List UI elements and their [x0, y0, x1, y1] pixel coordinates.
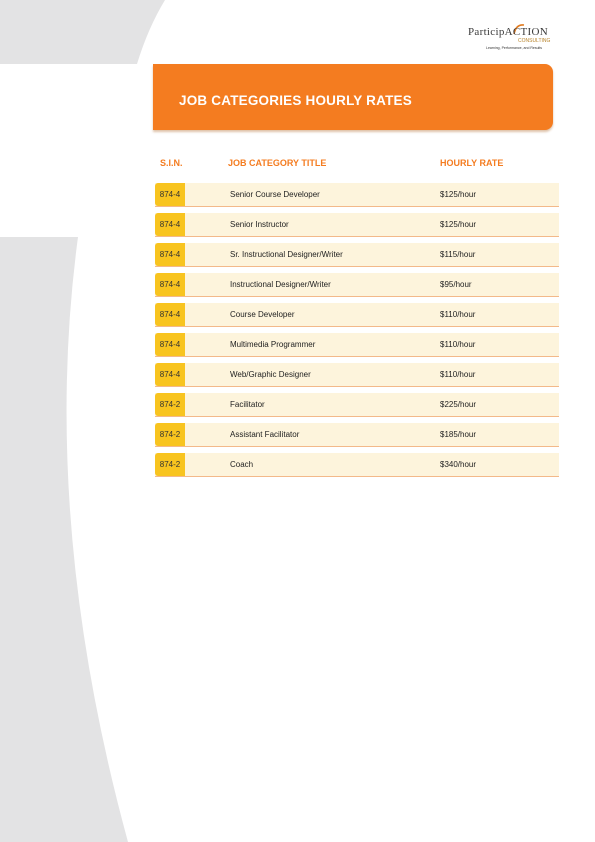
table-row — [155, 393, 559, 417]
logo-subtitle: CONSULTING — [518, 38, 551, 44]
rate-cell: $110/hour — [440, 370, 476, 379]
rate-cell: $110/hour — [440, 340, 476, 349]
rate-cell: $125/hour — [440, 190, 477, 199]
job-title-cell: Senior Instructor — [230, 220, 289, 229]
sin-cell: 874-4 — [155, 213, 185, 236]
job-title-cell: Assistant Facilitator — [230, 430, 300, 439]
sin-cell: 874-2 — [155, 423, 185, 446]
job-title-cell: Senior Course Developer — [230, 190, 320, 199]
sin-cell: 874-4 — [155, 243, 185, 266]
rate-cell: $125/hour — [440, 220, 477, 229]
sin-cell: 874-4 — [155, 303, 185, 326]
job-title-cell: Coach — [230, 460, 254, 469]
job-title-cell: Course Developer — [230, 310, 295, 319]
job-title-cell: Instructional Designer/Writer — [230, 280, 331, 289]
job-title-cell: Web/Graphic Designer — [230, 370, 311, 379]
rate-cell: $185/hour — [440, 430, 477, 439]
job-title-cell: Sr. Instructional Designer/Writer — [230, 250, 343, 259]
logo-tagline: Learning, Performance, and Results — [486, 46, 543, 50]
sin-cell: 874-4 — [155, 363, 185, 386]
rate-cell: $95/hour — [440, 280, 472, 289]
table-row — [155, 333, 559, 357]
rate-cell: $340/hour — [440, 460, 477, 469]
sin-cell: 874-4 — [155, 183, 185, 206]
page-title: JOB CATEGORIES HOURLY RATES — [179, 93, 412, 108]
rate-column-header: HOURLY RATE — [440, 158, 504, 168]
table-row — [155, 273, 559, 297]
sin-cell: 874-4 — [155, 273, 185, 296]
job-title-cell: Multimedia Programmer — [230, 340, 316, 349]
table-row — [155, 423, 559, 447]
table-row — [155, 213, 559, 237]
table-row — [155, 453, 559, 477]
company-logo — [466, 26, 556, 54]
sin-column-header: S.I.N. — [160, 158, 183, 168]
table-row — [155, 303, 559, 327]
logo-name: ParticipACTION — [468, 26, 548, 38]
sin-cell: 874-2 — [155, 453, 185, 476]
rate-cell: $110/hour — [440, 310, 476, 319]
table-row — [155, 183, 559, 207]
sin-cell: 874-2 — [155, 393, 185, 416]
rate-cell: $225/hour — [440, 400, 477, 409]
table-row — [155, 243, 559, 267]
rates-table — [155, 183, 559, 483]
sin-cell: 874-4 — [155, 333, 185, 356]
job-title-cell: Facilitator — [230, 400, 265, 409]
table-row — [155, 363, 559, 387]
title-banner — [153, 64, 553, 130]
title-column-header: JOB CATEGORY TITLE — [228, 158, 327, 168]
rate-cell: $115/hour — [440, 250, 476, 259]
